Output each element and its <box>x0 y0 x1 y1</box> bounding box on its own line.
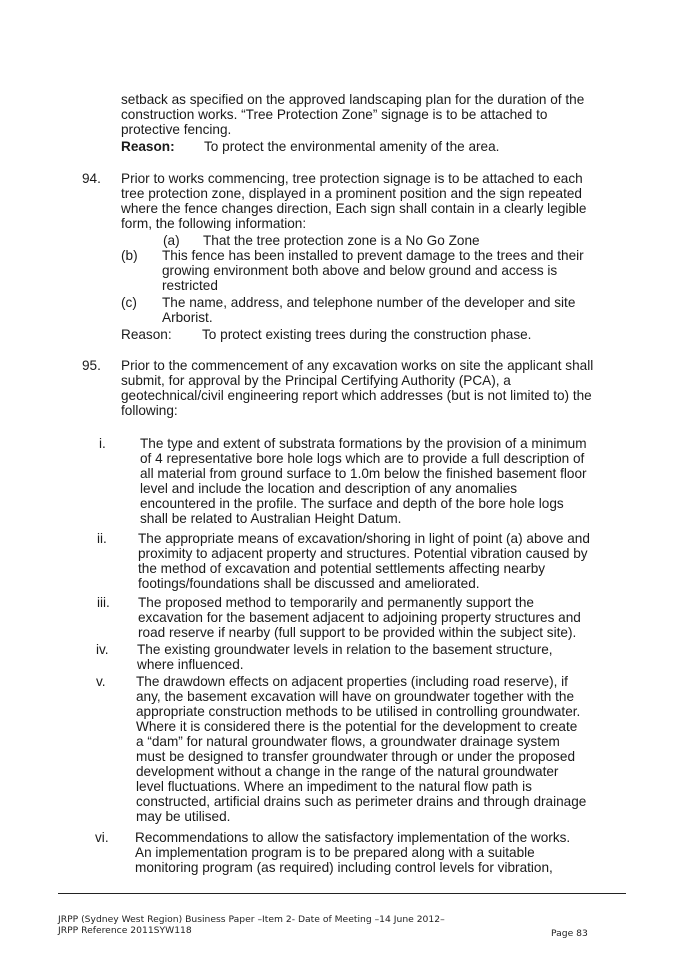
item-line: a “dam” for natural groundwater flows, a groundwater drainage system <box>136 734 560 749</box>
footer-line-2: JRPP Reference 2011SYW118 <box>58 925 192 936</box>
item-line: road reserve if nearby (full support to be provided within the subject site). <box>138 625 577 640</box>
item-label: iv. <box>96 642 109 657</box>
item-line: The drawdown effects on adjacent properties (including road reserve), if <box>136 674 568 689</box>
item-line: constructed, artificial drains such as perimeter drains and through drainage <box>136 794 587 809</box>
top-reason <box>121 139 175 154</box>
item-text <box>203 233 480 248</box>
condition-94-reason-text <box>202 327 531 342</box>
top-line: construction works. “Tree Protection Zone” signage is to be attached to <box>121 107 548 122</box>
item-line: proximity to adjacent property and structures. Potential vibration caused by <box>138 546 588 561</box>
top-paragraph <box>121 92 599 137</box>
item-line: Recommendations to allow the satisfactory implementation of the works. <box>135 830 571 845</box>
item-line: excavation for the basement adjacent to adjoining property structures and <box>138 610 581 625</box>
item-text <box>137 642 598 672</box>
top-reason-text <box>204 139 499 154</box>
item-text <box>138 595 598 640</box>
item-line: appropriate construction methods to be utilised in controlling groundwater. <box>136 704 581 719</box>
item-line: The appropriate means of excavation/shoring in light of point (a) above and <box>138 531 590 546</box>
paragraph-line: Prior to works commencing, tree protection signage is to be attached to each <box>121 171 583 186</box>
item-text <box>136 674 598 824</box>
item-line: The proposed method to temporarily and permanently support the <box>138 595 534 610</box>
item-line: monitoring program (as required) including control levels for vibration, <box>135 860 553 875</box>
paragraph-line: form, the following information: <box>121 216 307 231</box>
item-text <box>162 295 599 325</box>
item-line: encountered in the profile. The surface and depth of the bore hole logs <box>140 496 564 511</box>
item-line: restricted <box>162 278 218 293</box>
item-line: An implementation program is to be prepared along with a suitable <box>135 845 535 860</box>
condition-number: 95. <box>82 358 101 373</box>
item-line: level fluctuations. Where an impediment to the natural flow path is <box>136 779 532 794</box>
item-line: growing environment both above and below ground and access is <box>162 263 558 278</box>
item-line: development without a change in the range of the natural groundwater <box>136 764 559 779</box>
reason-label: Reason: <box>121 327 172 342</box>
condition-94-paragraph <box>121 171 599 231</box>
item-label: (b) <box>121 248 138 263</box>
item-line: shall be related to Australian Height Datum. <box>140 511 402 526</box>
item-line: any, the basement excavation will have on groundwater together with the <box>136 689 575 704</box>
top-line: protective fencing. <box>121 122 232 137</box>
reason-text: To protect existing trees during the construction phase. <box>202 327 532 342</box>
item-line: The type and extent of substrata formations by the provision of a minimum <box>140 436 587 451</box>
item-line: the method of excavation and potential settlements affecting nearby <box>138 561 546 576</box>
item-line: Arborist. <box>162 310 213 325</box>
footer-divider <box>58 893 626 894</box>
paragraph-line: where the fence changes direction, Each sign shall contain in a clearly legible <box>121 201 587 216</box>
item-line: footings/foundations shall be discussed and ameliorated. <box>138 576 480 591</box>
item-line: This fence has been installed to prevent damage to the trees and their <box>162 248 584 263</box>
item-line: may be utilised. <box>136 809 231 824</box>
item-text <box>140 436 598 526</box>
reason-text: To protect the environmental amenity of the area. <box>204 139 500 154</box>
item-label: v. <box>96 674 106 689</box>
item-label: ii. <box>97 531 107 546</box>
condition-number: 94. <box>82 171 101 186</box>
item-text <box>135 830 598 875</box>
item-line: level and include the location and description of any anomalies <box>140 481 518 496</box>
condition-95-paragraph <box>121 358 599 418</box>
item-line: The existing groundwater levels in relation to the basement structure, <box>137 642 553 657</box>
paragraph-line: tree protection zone, displayed in a prominent position and the sign repeated <box>121 186 582 201</box>
item-text <box>162 248 599 293</box>
item-line: of 4 representative bore hole logs which are to provide a full description of <box>140 451 585 466</box>
item-line: That the tree protection zone is a No Go Zone <box>203 233 480 248</box>
item-line: where influenced. <box>137 657 244 672</box>
footer-line-1: JRPP (Sydney West Region) Business Paper –Item 2- Date of Meeting –14 June 2012– <box>58 914 445 925</box>
item-label: vi. <box>95 830 109 845</box>
paragraph-line: Prior to the commencement of any excavation works on site the applicant shall <box>121 358 594 373</box>
paragraph-line: following: <box>121 403 178 418</box>
condition-94-reason <box>121 327 172 342</box>
item-label: iii. <box>97 595 110 610</box>
paragraph-line: geotechnical/civil engineering report which addresses (but is not limited to) the <box>121 388 592 403</box>
page-number: Page 83 <box>551 928 588 939</box>
item-label: (a) <box>163 233 180 248</box>
item-label: (c) <box>121 295 137 310</box>
item-line: all material from ground surface to 1.0m below the finished basement floor <box>140 466 587 481</box>
paragraph-line: submit, for approval by the Principal Certifying Authority (PCA), a <box>121 373 511 388</box>
item-line: Where it is considered there is the potential for the development to create <box>136 719 578 734</box>
reason-label: Reason: <box>121 139 175 154</box>
item-label: i. <box>99 436 106 451</box>
item-text <box>138 531 598 591</box>
item-line: The name, address, and telephone number of the developer and site <box>162 295 576 310</box>
top-line: setback as specified on the approved landscaping plan for the duration of the <box>121 92 585 107</box>
item-line: must be designed to transfer groundwater through or under the proposed <box>136 749 576 764</box>
